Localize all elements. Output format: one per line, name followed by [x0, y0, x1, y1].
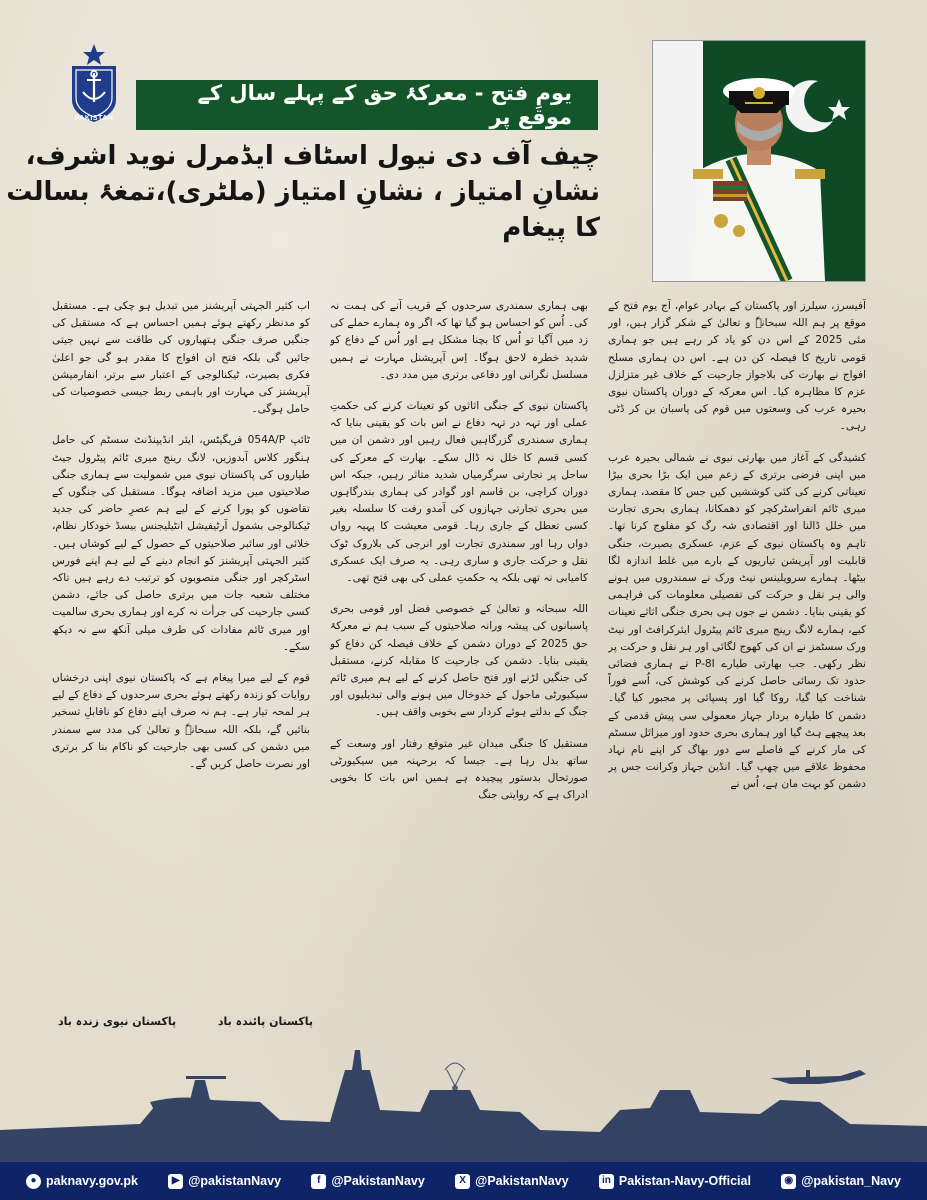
paragraph: کشیدگی کے آغاز میں بھارتی نیوی نے شمالی بحیرہ عرب میں اپنی فرضی برتری کے زعم میں ایک بڑا بحری بیڑا تعیناتی کرنے کی کئی کوششیں کیں جس کا مقصد، ہماری میری ٹائم انفراسٹرکچر کو دھمکانا، ہماری بحری تجارت میں خلل ڈالنا اور اقتصادی شہ رگ کو مفلوج کرنا تھا۔ تاہم وہ پاکستان نیوی کے عزم، عسکری بصیرت، جنگی قابلیت اور آپریشن تیاریوں کے بارے میں غلط اندازہ لگا بیٹھا۔ ہمارے سرویلینس نیٹ ورک نے سمندروں میں ہونے والی ہر نقل و حرکت کی تفصیلی معلومات کی فراہمی کو یقینی بنایا۔ دشمن نے جوں ہی بحری جنگی اثاثے تعینات کیے، ہمارے لانگ رینج میری ٹائم پیٹرول ایئرکرافٹ اور نیٹ ورک سسٹمز نے ان کی کھوج لگائی اور ہر نقل و حرکت پر نظر رکھی۔ جب بھارتی طیارے P-8I نے ہماری فضائی حدود تک رسائی حاصل کرنے کی کوشش کی، اُسے فوراً شناخت کیا گیا، روکا گیا اور پسپائی پر مجبور کیا گیا۔ دشمن کا طیارہ بردار جہاز معمولی سی پیش قدمی کے بعد پیچھے ہٹ گیا اور ہماری بحری حدود اور میزائل سسٹم کی مار کرنے کے فاصلے سے دور بھاگ کر اپنے نام نہاد محفوظ علاقے میں چھپ گیا۔ انڈین جہاز وکرانت جس پر دشمن کو بہت مان ہے، اُس نے [608, 451, 866, 791]
banner-text: یومِ فتح - معرکۂ حق کے پہلے سال کے موقع پر [197, 81, 572, 129]
title-line: چیف آف دی نیول اسٹاف ایڈمرل نوید اشرف، [25, 141, 600, 171]
paragraph: اب کثیر الجہتی آپریشنز میں تبدیل ہو چکی ہے۔ مستقبل کو مدنظر رکھتے ہوئے ہمیں احساس ہے کہ مستقبل کی جنگیں صرف جنگی ہتھیاروں کی طاقت سے نہیں جیتی جائیں گی بلکہ فتح ان افواج کا مقدر ہو گی جو اعلیٰ فکری بصیرت، ٹیکنالوجی کے اعتبار سے برتر، انفارمیشن آپریشنز کی مہارت اور باہمی ربط جیسی خصوصیات کی حامل ہوگی۔ [52, 300, 310, 416]
paragraph: اللہ سبحانہ و تعالیٰ کے خصوصی فضل اور قومی بحری پاسبانوں کی پیشہ ورانہ صلاحیتوں کے سبب ہم نے معرکۂ حق 2025 کے دوران دشمن کے خلاف فیصلہ کن دفاع کو یقینی بنایا۔ دشمن کی جارحیت کا مقابلہ کرنے، مستقبل کی جنگیں لڑنے اور فتح حاصل کرنے کے لیے ہم میری ٹائم سیکیورٹی ماحول کے خدوخال میں ہونے والی تبدیلیوں اور جنگ کے بدلتے ہوئے کردار سے بخوبی واقف ہیں۔ [330, 603, 588, 719]
footer-website-link[interactable]: ● paknavy.gov.pk [26, 1174, 138, 1189]
title-line: نشانِ امتیاز ، نشانِ امتیاز (ملٹری)،تمغۂ بسالت [6, 177, 600, 207]
footer-bar [0, 1162, 927, 1200]
instagram-icon: ◉ [781, 1174, 796, 1189]
message-column-middle [330, 298, 588, 1008]
slogan-pakistan: پاکستان پائندہ باد [217, 1015, 313, 1028]
message-column-left [52, 298, 310, 978]
navy-crest-logo [64, 40, 124, 124]
paragraph: آفیسرز، سیلرز اور پاکستان کے بہادر عوام، آج یوم فتح کے موقع پر ہم اللہ سبحانہٗ و تعالیٰ کے شکر گزار ہیں، اور مئی 2025 کے اس دن کو یاد کر رہے ہیں جو ہماری قومی تاریخ کا فیصلہ کن دن ہے۔ اس دن ہماری مسلح افواج نے بھارت کی بلاجواز جارحیت کے خلاف غیر متزلزل عزم کا مظاہرہ کیا۔ اس معرکہ کے دوران پاکستان نیوی بحیرہ عرب کی وسعتوں میں قوم کی پاسبان بن کر ڈٹی رہی۔ [608, 300, 866, 433]
message-column-right [608, 298, 866, 1008]
footer-linkedin-link[interactable]: in Pakistan-Navy-Official [599, 1174, 751, 1189]
paragraph: قوم کے لیے میرا پیغام ہے کہ پاکستان نیوی اپنی درخشاں روایات کو زندہ رکھتے ہوئے بحری سرحدوں کے دفاع کے لیے ہر لمحہ تیار ہے۔ ہم نہ صرف اپنے دفاع کو ناقابلِ تسخیر بنائیں گے، بلکہ اللہ سبحانہٗ و تعالیٰ کی مدد سے سمندر میں دشمن کی کسی بھی جارحیت کو ناکام بنا کر برتری اور نصرت حاصل کریں گے۔ [52, 672, 310, 771]
paragraph: مستقبل کا جنگی میدان غیر متوقع رفتار اور وسعت کے ساتھ بدل رہا ہے۔ جیسا کہ برحہنہ میں سیکیورٹی صورتحال بدستور پیچیدہ ہے ہمیں اس بات کا بخوبی ادراک ہے کہ روایتی جنگ [330, 737, 588, 802]
footer-instagram-link[interactable]: ◉ @pakistan_Navy [781, 1174, 901, 1189]
title-line: کا پیغام [502, 213, 600, 243]
admiral-portrait [652, 40, 866, 282]
page-title [6, 138, 600, 246]
footer-youtube-link[interactable]: ▶ @pakistanNavy [168, 1174, 281, 1189]
logo-text: PAKISTAN [74, 115, 114, 122]
x-icon: X [455, 1174, 470, 1189]
footer-x-link[interactable]: X @PakistanNavy [455, 1174, 569, 1189]
linkedin-icon: in [599, 1174, 614, 1189]
paragraph: پاکستان نیوی کے جنگی اثاثوں کو تعینات کرنے کی حکمتِ عملی اور تہہ در تہہ دفاع نے اس بات کو یقینی بنایا کہ ہماری سمندری گزرگاہیں فعال رہیں اور دشمن ان میں کسی قسم کا خلل نہ ڈال سکے۔ بھارت کے معرکے کی ساحل پر تجارتی سرگرمیاں شدید متاثر رہیں، جبکہ اس دوران کراچی، بن قاسم اور گوادر کی ہماری بندرگاہوں میں بحری تجارتی جہازوں کی آمدو رفت کا سلسلہ بغیر کسی تعطل کے جاری رہا۔ قومی معیشت کا پہیہ رواں دواں رہا اور سمندری تجارت اور انرجی کی بلاروک ٹوک نقل و حرکت جاری و ساری رہی۔ یہ صرف ایک عسکری کامیابی نہ تھی بلکہ یہ حکمتِ عملی کی بھی فتح تھی۔ [330, 400, 588, 585]
footer-facebook-link[interactable]: f @PakistanNavy [311, 1174, 425, 1189]
closing-slogans [58, 1015, 313, 1028]
naval-silhouette-illustration [0, 1040, 927, 1162]
navy-crest-icon [64, 40, 124, 124]
slogan-navy: پاکستان نیوی زندہ باد [58, 1015, 177, 1028]
youtube-icon: ▶ [168, 1174, 183, 1189]
facebook-icon: f [311, 1174, 326, 1189]
globe-icon: ● [26, 1174, 41, 1189]
paragraph: ٹائپ 054A/P فریگیٹس، ایئر انڈیپنڈنٹ سسٹم کی حامل ہنگور کلاس آبدوزیں، لانگ رینج میری ٹائم پیٹرول جیٹ طیاروں کی پاکستان نیوی میں شمولیت سے ہماری جنگی صلاحیتوں میں مزید اضافہ ہوگا۔ مستقبل کی جنگوں کے تقاضوں کو پورا کرنے کے لیے ہم عصرِ حاضر کی جدید ٹیکنالوجی بشمول آرٹیفیشل انٹیلیجنس بیسڈ خودکار نظام، خلائی اور سائبر صلاحیتوں کے حصول کے لیے کوشاں ہیں۔ کثیر الجہتی آپریشنز کو انجام دینے کے لیے ہم اپنے فورس اسٹرکچر اور جنگی منصوبوں کو ترتیب دے رہے ہیں تاکہ مختلف شعبہ جات میں برتری حاصل کی جائے، دشمن کسی جارحیت کی جرأت نہ کرے اور ہماری بحری سالمیت اور میری ٹائم مفادات کی طرف میلی آنکھ سے نہ دیکھ سکے۔ [52, 434, 310, 653]
paragraph: بھی ہماری سمندری سرحدوں کے قریب آنے کی ہمت نہ کی۔ اُس کو احساس ہو گیا تھا کہ اگر وہ ہمارے حملے کی زد میں آگیا تو اُس کا بچنا مشکل ہے اور اُس کے دفاع کو شدید خطرہ لاحق ہوگا۔ اِس آپریشنل مہارت نے ہمیں مسلسل نگرانی اور دفاعی برتری میں مدد دی۔ [330, 300, 588, 381]
header-banner [136, 80, 598, 130]
